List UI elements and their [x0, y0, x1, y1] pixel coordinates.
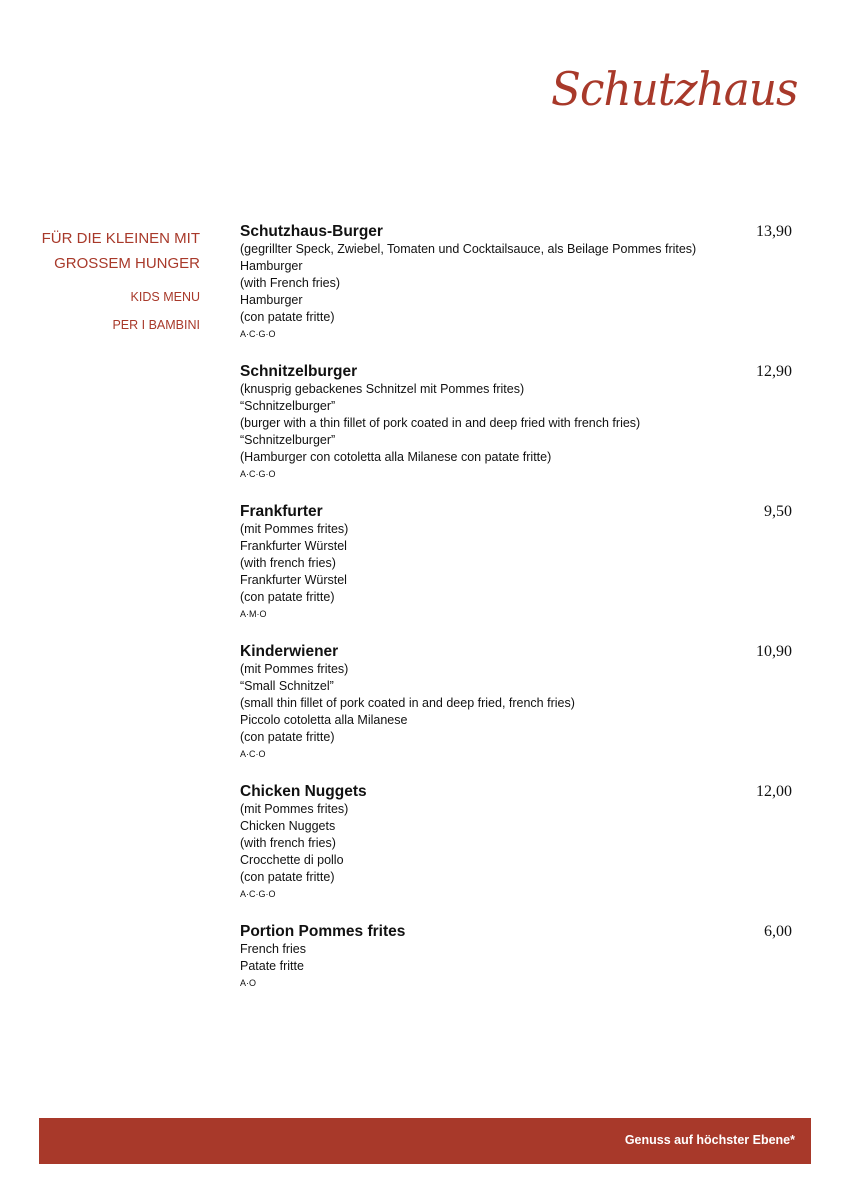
section-title-line2: GROSSEM HUNGER [54, 255, 200, 272]
menu-item-name: Portion Pommes frites [240, 923, 406, 940]
menu-item-header [240, 642, 792, 661]
menu-item-header [240, 922, 792, 941]
menu-item-allergens: A·C·G·O [240, 329, 276, 339]
menu-item-description-line: Patate fritte [240, 959, 304, 973]
menu-item-price: 12,00 [756, 783, 792, 800]
menu-item-price: 10,90 [756, 643, 792, 660]
menu-item-price: 6,00 [764, 923, 792, 940]
menu-item-description-line: (mit Pommes frites) [240, 662, 349, 676]
menu-item-description-line: (mit Pommes frites) [240, 522, 349, 536]
menu-item-description-line: Frankfurter Würstel [240, 539, 347, 553]
menu-item-price: 12,90 [756, 363, 792, 380]
menu-item-description-line: Frankfurter Würstel [240, 573, 347, 587]
menu-item-description-line: (con patate fritte) [240, 590, 335, 604]
menu-item-description-line: (with French fries) [240, 276, 341, 290]
menu-item-header [240, 782, 792, 801]
menu-item-description-line: Chicken Nuggets [240, 819, 336, 833]
menu-item [240, 782, 792, 901]
menu-item-description-line: “Schnitzelburger” [240, 399, 336, 413]
menu-item [240, 362, 792, 481]
section-subtitle-en: KIDS MENU [130, 290, 200, 304]
menu-item-name: Schnitzelburger [240, 363, 358, 380]
menu-item-price: 13,90 [756, 223, 792, 240]
menu-item-allergens: A·O [240, 978, 257, 988]
menu-item-description-line: (con patate fritte) [240, 870, 335, 884]
menu-item-header [240, 222, 792, 241]
menu-item-description-line: Crocchette di pollo [240, 853, 344, 867]
menu-list [240, 222, 792, 1011]
menu-item-description-line: “Schnitzelburger” [240, 433, 336, 447]
menu-item [240, 922, 792, 990]
menu-item-price: 9,50 [764, 503, 792, 520]
menu-item-name: Chicken Nuggets [240, 783, 367, 800]
menu-item-description-line: (gegrillter Speck, Zwiebel, Tomaten und Cocktailsauce, als Beilage Pommes frites) [240, 242, 697, 256]
menu-item-description-line: Hamburger [240, 293, 303, 307]
menu-item-name: Kinderwiener [240, 643, 339, 660]
menu-item-allergens: A·C·G·O [240, 469, 276, 479]
menu-item-description-line: (burger with a thin fillet of pork coated in and deep fried with french fries) [240, 416, 641, 430]
section-title-line1: FÜR DIE KLEINEN MIT [41, 230, 200, 247]
section-subtitle-it: PER I BAMBINI [112, 318, 200, 332]
menu-item-name: Schutzhaus-Burger [240, 223, 383, 240]
menu-item-description-line: (with french fries) [240, 836, 336, 850]
menu-item-description-line: “Small Schnitzel” [240, 679, 334, 693]
menu-item-description-line: (con patate fritte) [240, 730, 335, 744]
menu-item [240, 642, 792, 761]
menu-item-allergens: A·C·O [240, 749, 266, 759]
menu-item-description-line: Piccolo cotoletta alla Milanese [240, 713, 408, 727]
footer-slogan: Genuss auf höchster Ebene* [624, 1133, 795, 1147]
menu-item-header [240, 502, 792, 521]
menu-item [240, 222, 792, 341]
menu-item-name: Frankfurter [240, 503, 323, 520]
brand-logo: Schutzhaus [551, 62, 798, 116]
menu-item-description-line: French fries [240, 942, 306, 956]
footer-bar [39, 1118, 811, 1164]
menu-item-description-line: (Hamburger con cotoletta alla Milanese con patate fritte) [240, 450, 552, 464]
menu-item-description-line: (mit Pommes frites) [240, 802, 349, 816]
menu-item-description-line: Hamburger [240, 259, 303, 273]
menu-item [240, 502, 792, 621]
menu-item-description-line: (with french fries) [240, 556, 336, 570]
menu-item-description-line: (knusprig gebackenes Schnitzel mit Pommes frites) [240, 382, 525, 396]
menu-item-description-line: (con patate fritte) [240, 310, 335, 324]
menu-item-header [240, 362, 792, 381]
menu-item-allergens: A·C·G·O [240, 889, 276, 899]
menu-item-allergens: A·M·O [240, 609, 267, 619]
section-heading [40, 226, 200, 332]
menu-item-description-line: (small thin fillet of pork coated in and deep fried, french fries) [240, 696, 575, 710]
